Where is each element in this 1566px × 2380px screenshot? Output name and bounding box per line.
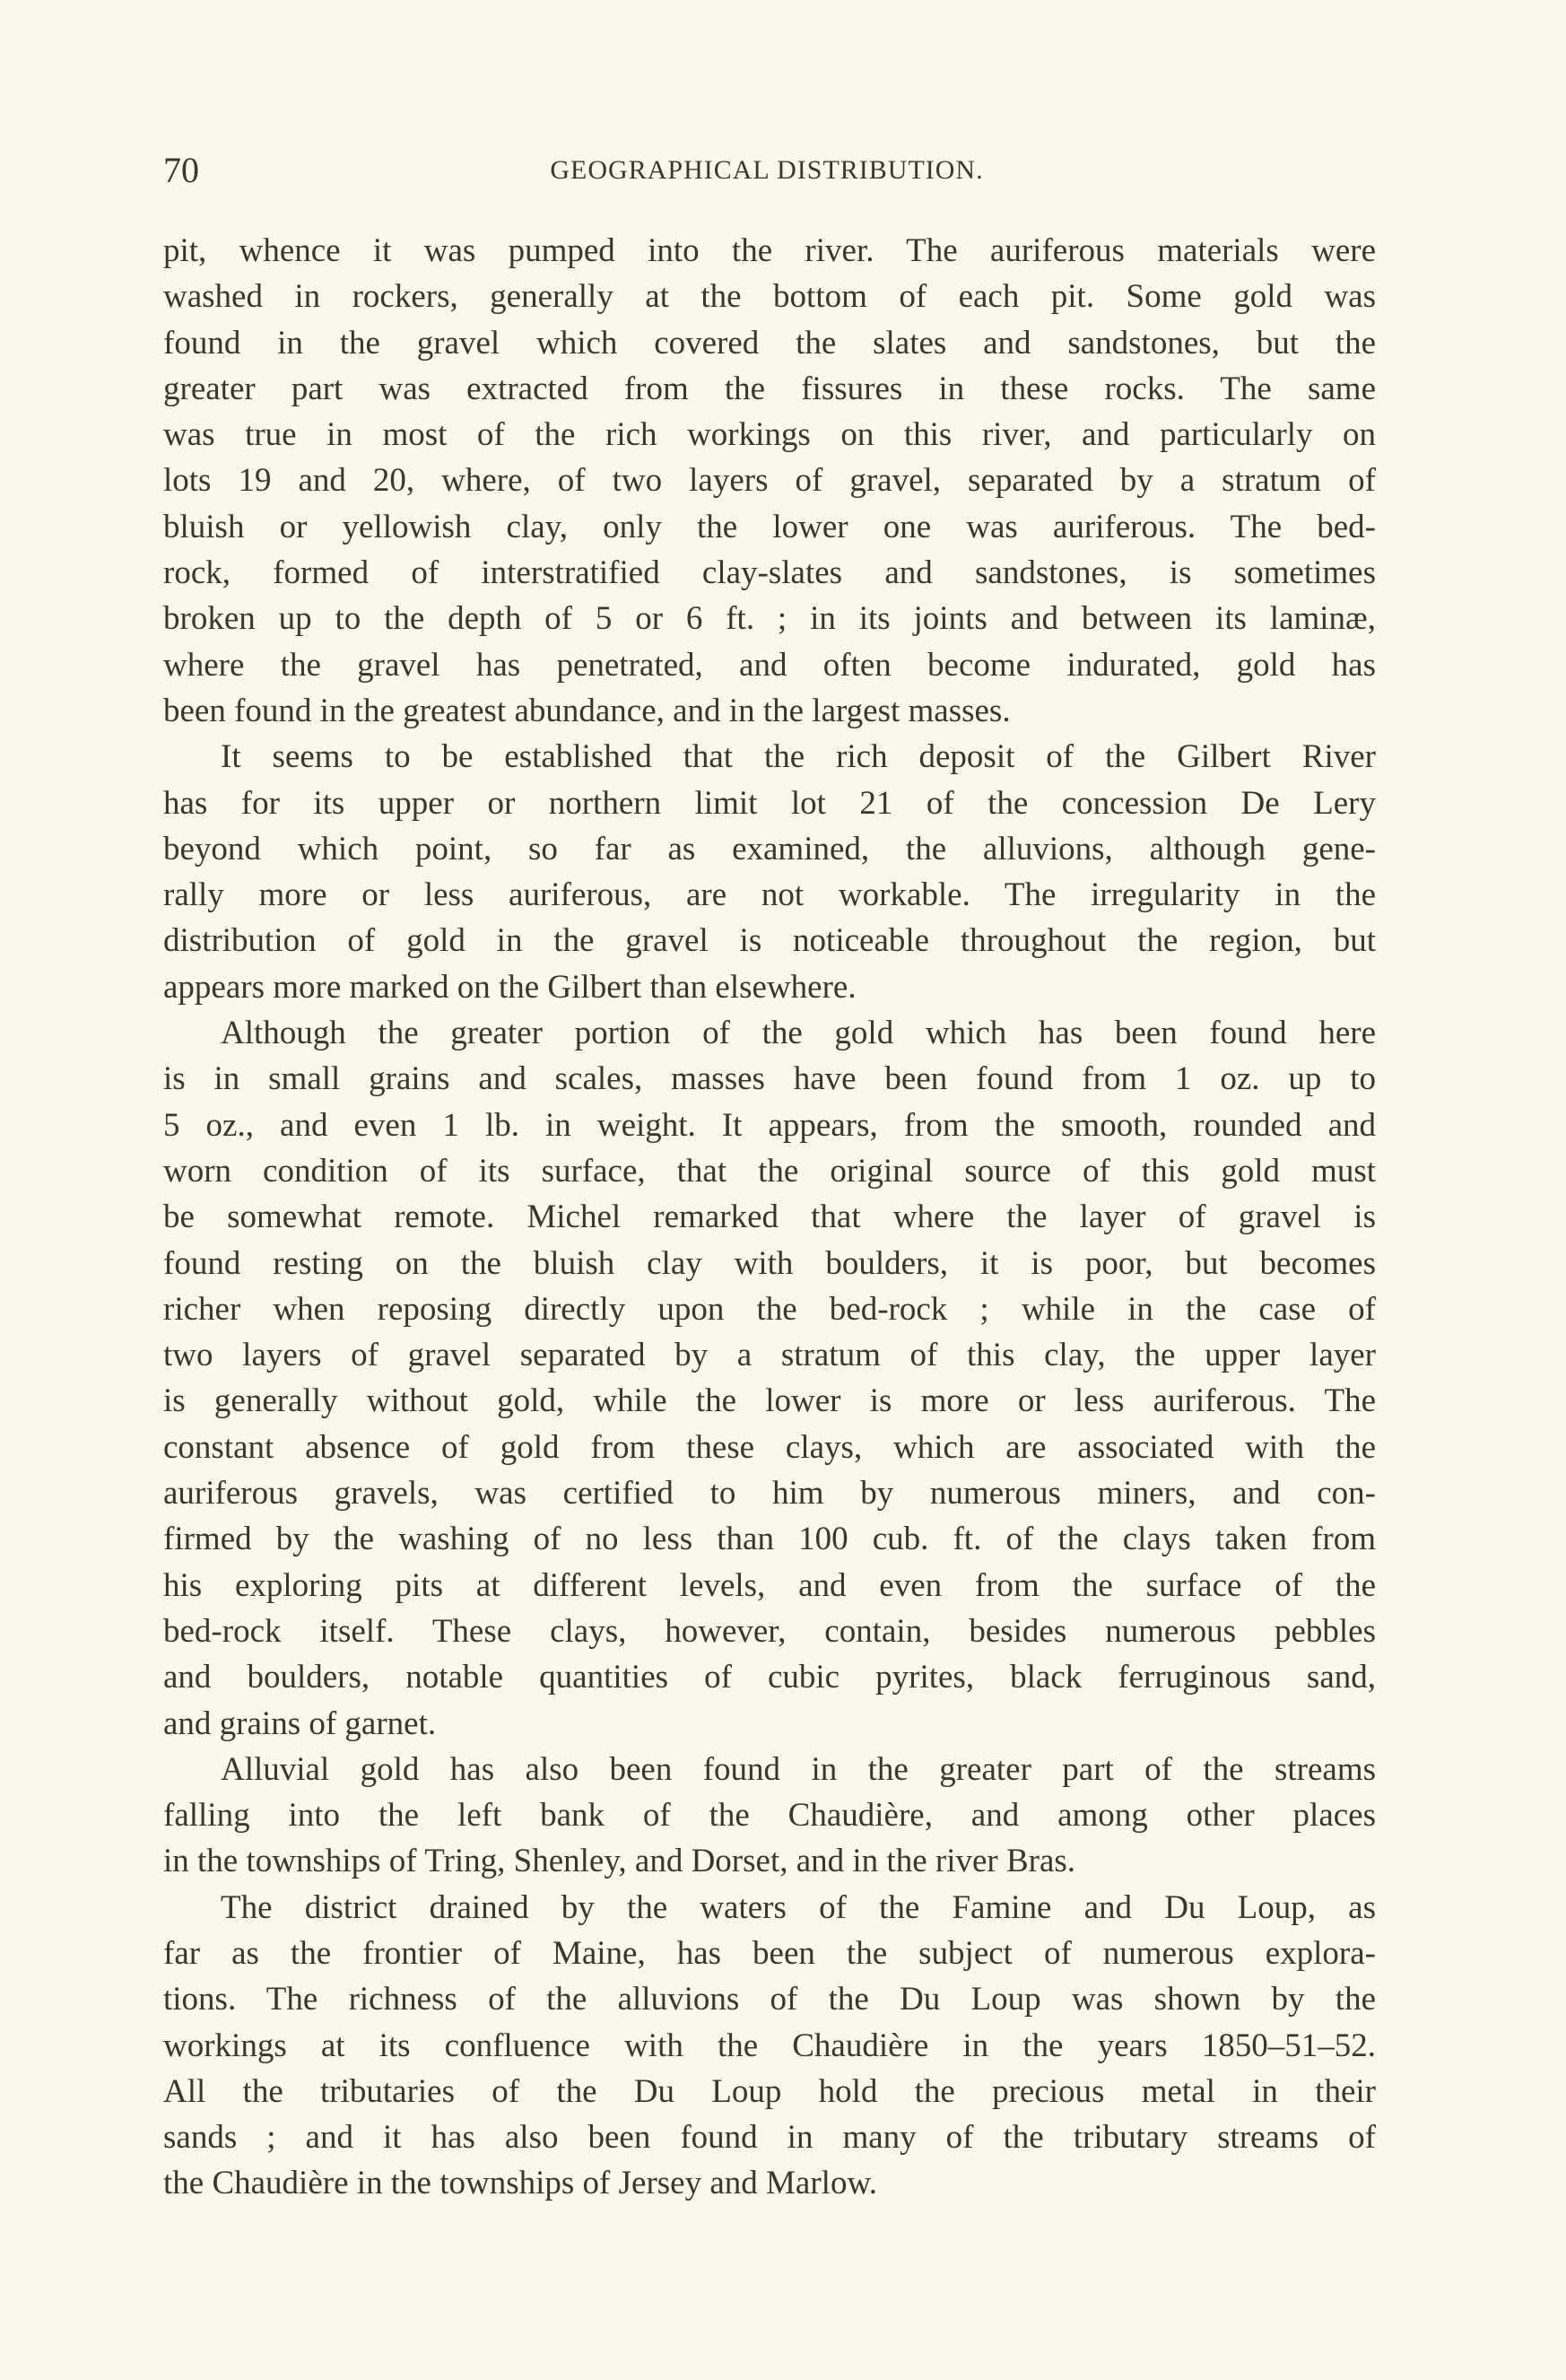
text-line: found in the gravel which covered the slates and sandstones, but the [163,324,1376,362]
text-line: and boulders, notable quantities of cubic pyrites, black ferruginous sand, [163,1659,1376,1696]
text-line: sands ; and it has also been found in many of the tributary streams of [163,2119,1376,2157]
paragraph [163,1747,1376,1885]
text-line: constant absence of gold from these clays, which are associated with the [163,1428,1376,1466]
running-head: GEOGRAPHICAL DISTRIBUTION. [550,155,984,185]
text-line: Alluvial gold has also been found in the greater part of the streams [221,1750,1376,1788]
paragraph [163,228,1376,734]
text-line: distribution of gold in the gravel is noticeable throughout the region, but [163,922,1376,960]
text-line: richer when reposing directly upon the bed-rock ; while in the case of [163,1290,1376,1328]
text-line: his exploring pits at different levels, and even from the surface of the [163,1566,1376,1604]
text-line: firmed by the washing of no less than 100 cub. ft. of the clays taken from [163,1521,1376,1558]
text-line: All the tributaries of the Du Loup hold the precious metal in their [163,2072,1376,2110]
text-line: washed in rockers, generally at the bottom of each pit. Some gold was [163,278,1376,316]
text-line: falling into the left bank of the Chaudière, and among other places [163,1797,1376,1835]
text-line: was true in most of the rich workings on this river, and particularly on [163,416,1376,454]
text-line: is generally without gold, while the lower is more or less auriferous. The [163,1382,1376,1420]
text-line: greater part was extracted from the fissures in these rocks. The same [163,370,1376,407]
text-line: far as the frontier of Maine, has been the subject of numerous explora- [163,1934,1376,1972]
paragraph [163,734,1376,1010]
text-line: beyond which point, so far as examined, the alluvions, although gene- [163,830,1376,867]
body-text [163,228,1376,2207]
text-line: Although the greater portion of the gold which has been found here [221,1015,1376,1052]
text-line: the Chaudière in the townships of Jersey and Marlow. [163,2165,878,2202]
text-line: found resting on the bluish clay with boulders, it is poor, but becomes [163,1244,1376,1282]
text-line: be somewhat remote. Michel remarked that where the layer of gravel is [163,1199,1376,1236]
paragraph [163,1885,1376,2207]
text-line: worn condition of its surface, that the original source of this gold must [163,1152,1376,1190]
text-line: rally more or less auriferous, are not workable. The irregularity in the [163,876,1376,914]
text-line: has for its upper or northern limit lot 21 of the concession De Lery [163,784,1376,822]
text-line: in the townships of Tring, Shenley, and Dorset, and in the river Bras. [163,1843,1076,1880]
text-line: been found in the greatest abundance, and in the largest masses. [163,692,1011,729]
text-line: 5 oz., and even 1 lb. in weight. It appears, from the smooth, rounded and [163,1106,1376,1144]
text-line: broken up to the depth of 5 or 6 ft. ; in its joints and between its laminæ, [163,600,1376,638]
text-line: auriferous gravels, was certified to him by numerous miners, and con- [163,1475,1376,1513]
paragraph [163,1010,1376,1747]
text-line: bluish or yellowish clay, only the lower one was auriferous. The bed- [163,508,1376,545]
text-line: is in small grains and scales, masses have been found from 1 oz. up to [163,1060,1376,1098]
text-line: tions. The richness of the alluvions of the Du Loup was shown by the [163,1981,1376,2018]
text-line: where the gravel has penetrated, and often become indurated, gold has [163,646,1376,684]
text-line: workings at its confluence with the Chaudière in the years 1850–51–52. [163,2027,1376,2064]
text-line: rock, formed of interstratified clay-slates and sandstones, is sometimes [163,554,1376,592]
text-line: bed-rock itself. These clays, however, contain, besides numerous pebbles [163,1612,1376,1650]
text-line: It seems to be established that the rich deposit of the Gilbert River [221,738,1376,776]
text-line: two layers of gravel separated by a stratum of this clay, the upper layer [163,1337,1376,1374]
text-line: lots 19 and 20, where, of two layers of gravel, separated by a stratum of [163,462,1376,500]
text-line: appears more marked on the Gilbert than elsewhere. [163,968,857,1006]
text-line: pit, whence it was pumped into the river. The auriferous materials were [163,232,1376,269]
text-line: The district drained by the waters of the Famine and Du Loup, as [221,1888,1376,1926]
text-line: and grains of garnet. [163,1704,437,1742]
page-number: 70 [163,150,199,190]
